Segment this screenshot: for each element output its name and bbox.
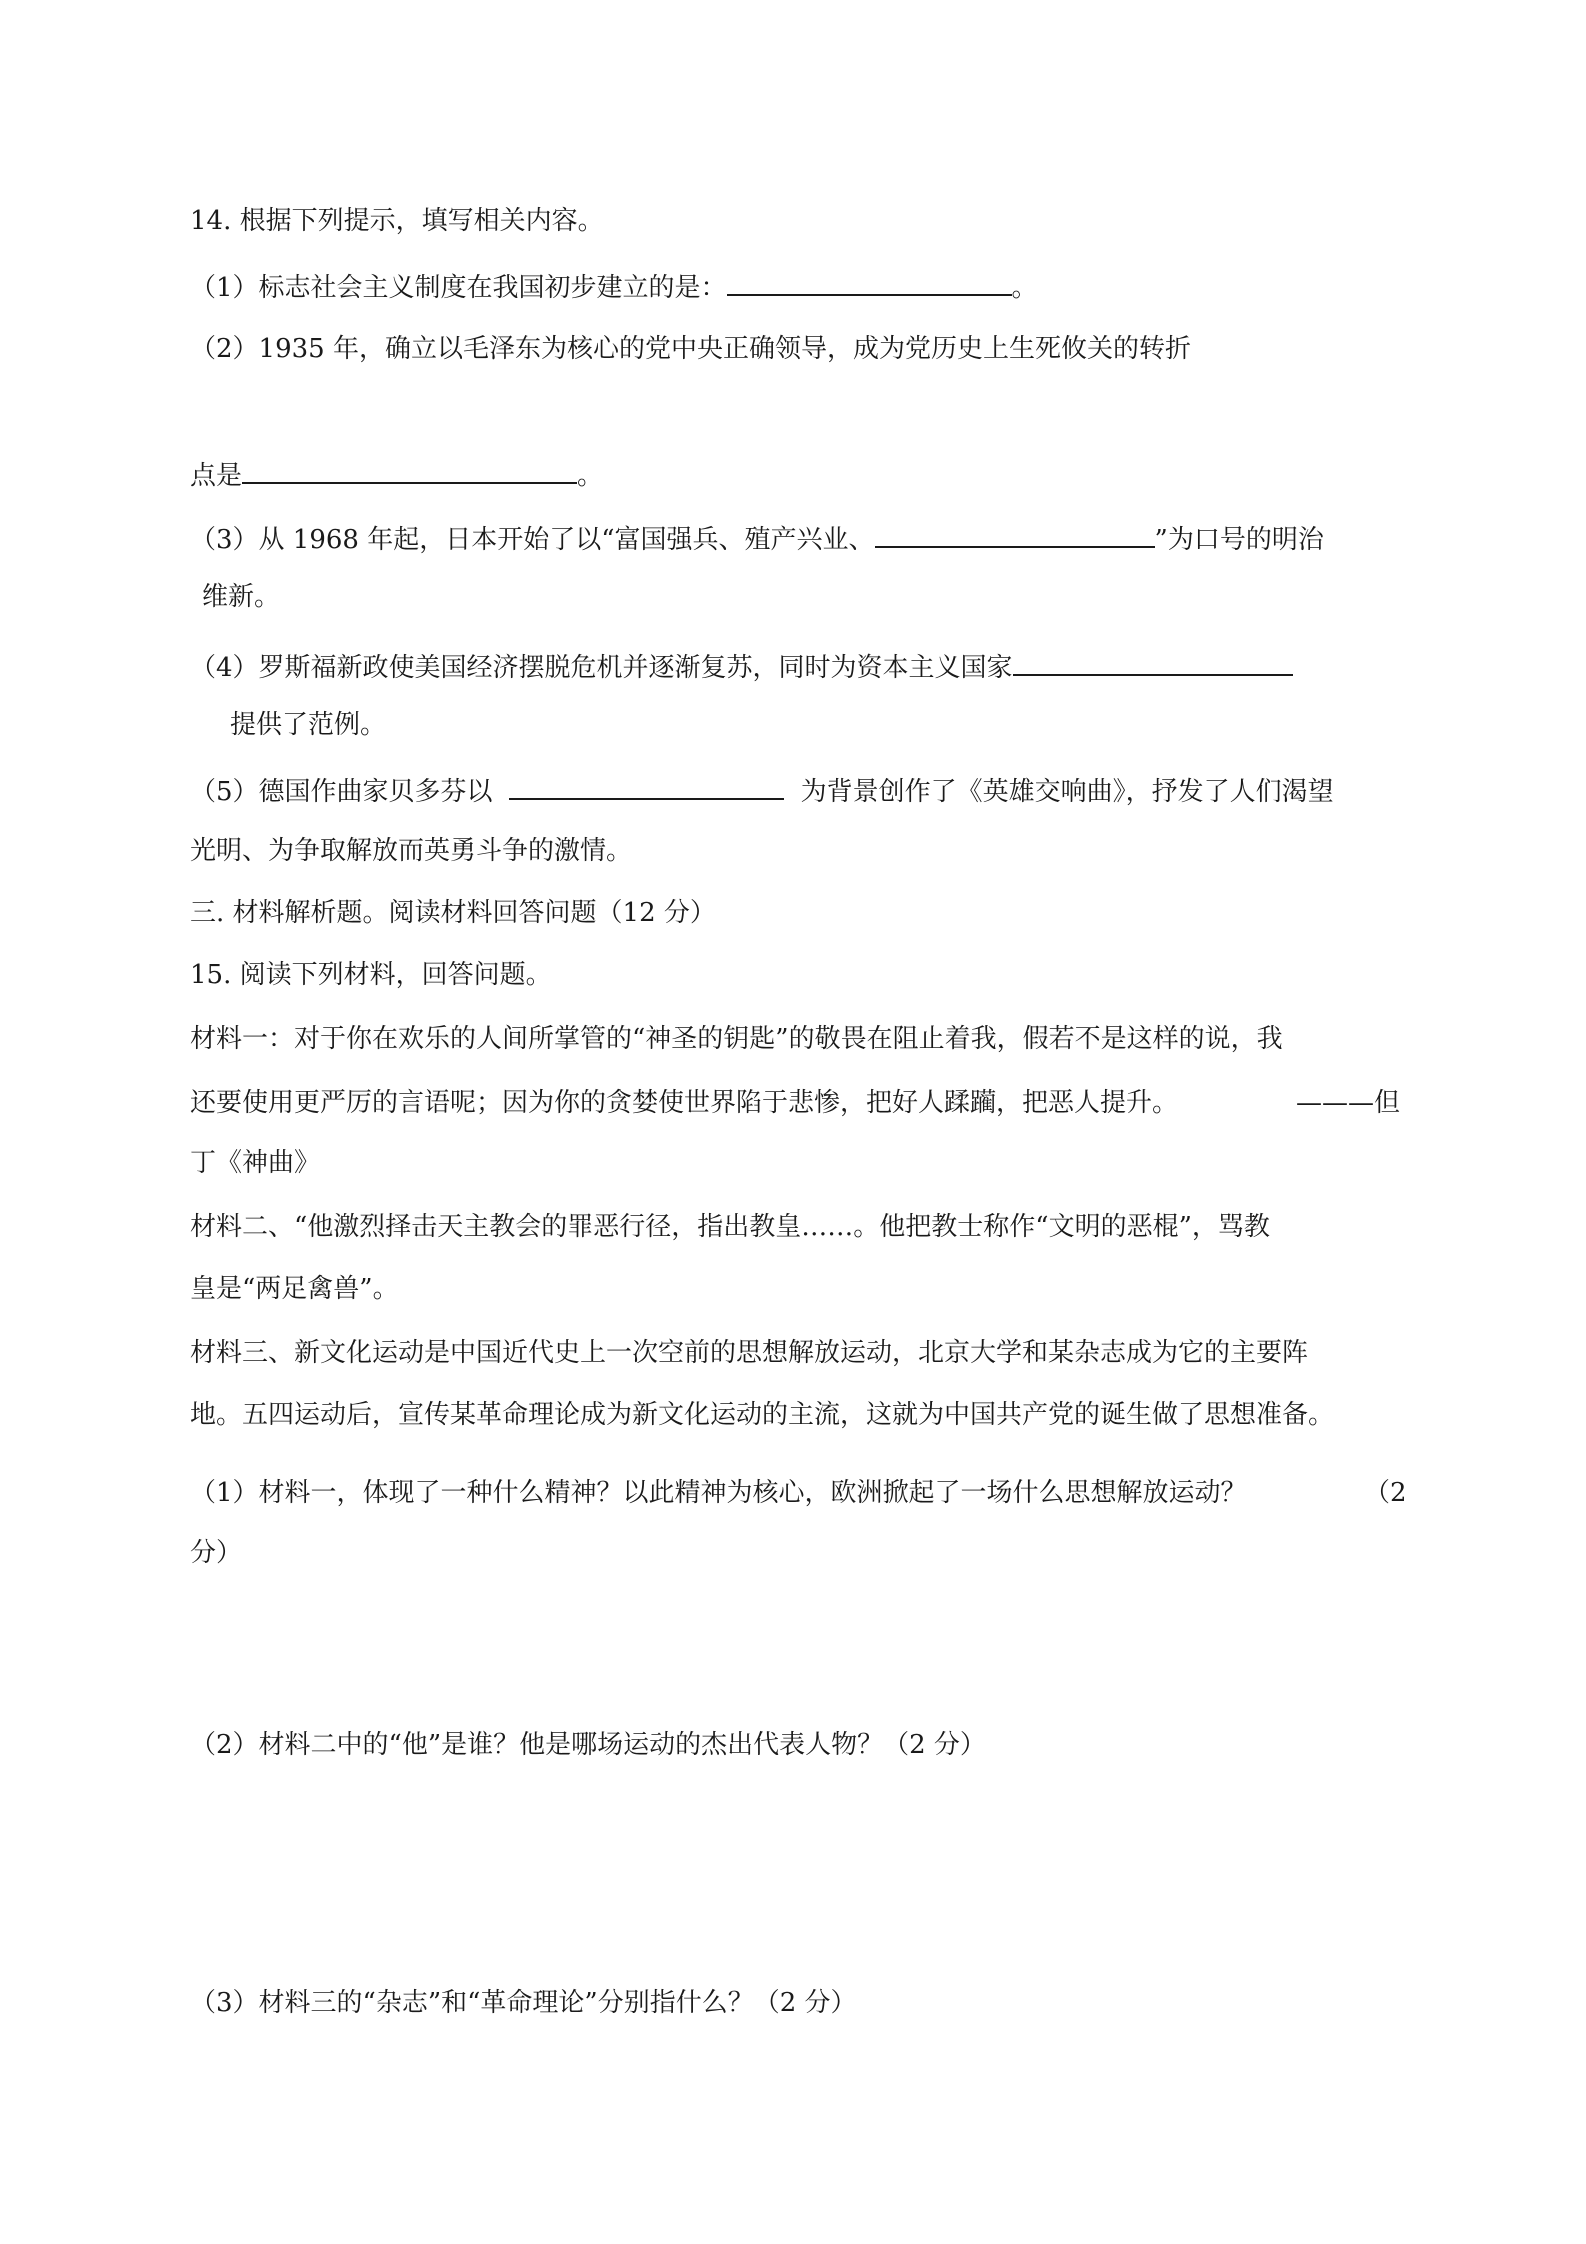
q15-material1-dash: ———但 bbox=[1296, 1088, 1401, 1118]
q14-item5 bbox=[190, 772, 1334, 809]
q15-material3-line1: 材料三、新文化运动是中国近代史上一次空前的思想解放运动，北京大学和某杂志成为它的主要阵 bbox=[190, 1338, 1309, 1368]
q14-item3-blank[interactable] bbox=[875, 520, 1155, 548]
q14-item3-line2: 维新。 bbox=[202, 582, 281, 612]
q14-item5-line2: 光明、为争取解放而英勇斗争的激情。 bbox=[190, 836, 633, 866]
q14-item3 bbox=[190, 520, 1324, 557]
q15-sub3: （3）材料三的“杂志”和“革命理论”分别指什么？（2 分） bbox=[190, 1988, 857, 2018]
q15-material2-line2: 皇是“两足禽兽”。 bbox=[190, 1274, 399, 1304]
q14-item1 bbox=[190, 268, 1038, 305]
q14-item5-text: （5）德国作曲家贝多芬以 bbox=[190, 777, 493, 807]
q15-material1-line2-text: 还要使用更严厉的言语呢；因为你的贪婪使世界陷于悲惨，把好人蹂躏，把恶人提升。 bbox=[190, 1088, 1179, 1118]
q14-item2-line2 bbox=[190, 456, 603, 493]
q14-title: 14. 根据下列提示，填写相关内容。 bbox=[190, 206, 604, 236]
q15-material1-line2 bbox=[190, 1086, 1178, 1120]
q14-item5-end: 为背景创作了《英雄交响曲》，抒发了人们渴望 bbox=[800, 777, 1334, 807]
q15-title: 15. 阅读下列材料，回答问题。 bbox=[190, 960, 552, 990]
q15-sub1-score: （2 bbox=[1364, 1478, 1407, 1508]
q14-item3-text: （3）从 1968 年起，日本开始了以“富国强兵、殖产兴业、 bbox=[190, 525, 875, 555]
q14-item4-line2: 提供了范例。 bbox=[230, 710, 387, 740]
q15-material1-line3: 丁《神曲》 bbox=[190, 1148, 321, 1178]
q14-item4 bbox=[190, 648, 1293, 685]
q15-sub2: （2）材料二中的“他”是谁？他是哪场运动的杰出代表人物？（2 分） bbox=[190, 1730, 986, 1760]
q14-item3-end: ”为口号的明治 bbox=[1154, 525, 1324, 555]
q14-item5-blank[interactable] bbox=[509, 772, 784, 800]
q14-item4-blank[interactable] bbox=[1013, 648, 1293, 676]
section3-heading: 三. 材料解析题。阅读材料回答问题（12 分） bbox=[190, 898, 716, 928]
q14-item1-end: 。 bbox=[1011, 273, 1038, 303]
q14-item1-text: （1）标志社会主义制度在我国初步建立的是： bbox=[190, 273, 727, 303]
q15-material1-line1: 材料一：对于你在欢乐的人间所掌管的“神圣的钥匙”的敬畏在阻止着我，假若不是这样的说，我 bbox=[190, 1024, 1283, 1054]
q15-material3-line2: 地。五四运动后，宣传某革命理论成为新文化运动的主流，这就为中国共产党的诞生做了思想准备。 bbox=[190, 1400, 1335, 1430]
q14-item4-text: （4）罗斯福新政使美国经济摆脱危机并逐渐复苏，同时为资本主义国家 bbox=[190, 653, 1013, 683]
q14-item1-blank[interactable] bbox=[727, 268, 1012, 296]
q15-sub1-line1: （1）材料一，体现了一种什么精神？以此精神为核心，欧洲掀起了一场什么思想解放运动？ bbox=[190, 1478, 1247, 1508]
q14-item2-line1: （2）1935 年，确立以毛泽东为核心的党中央正确领导，成为党历史上生死攸关的转折 bbox=[190, 334, 1191, 364]
q15-sub1-line2: 分） bbox=[190, 1538, 243, 1568]
q14-item2-line2-text: 点是 bbox=[190, 461, 243, 491]
q15-material2-line1: 材料二、“他激烈择击天主教会的罪恶行径，指出教皇……。他把教士称作“文明的恶棍”，骂教 bbox=[190, 1212, 1270, 1242]
q14-item2-end: 。 bbox=[577, 461, 604, 491]
q14-item2-blank[interactable] bbox=[242, 456, 577, 484]
